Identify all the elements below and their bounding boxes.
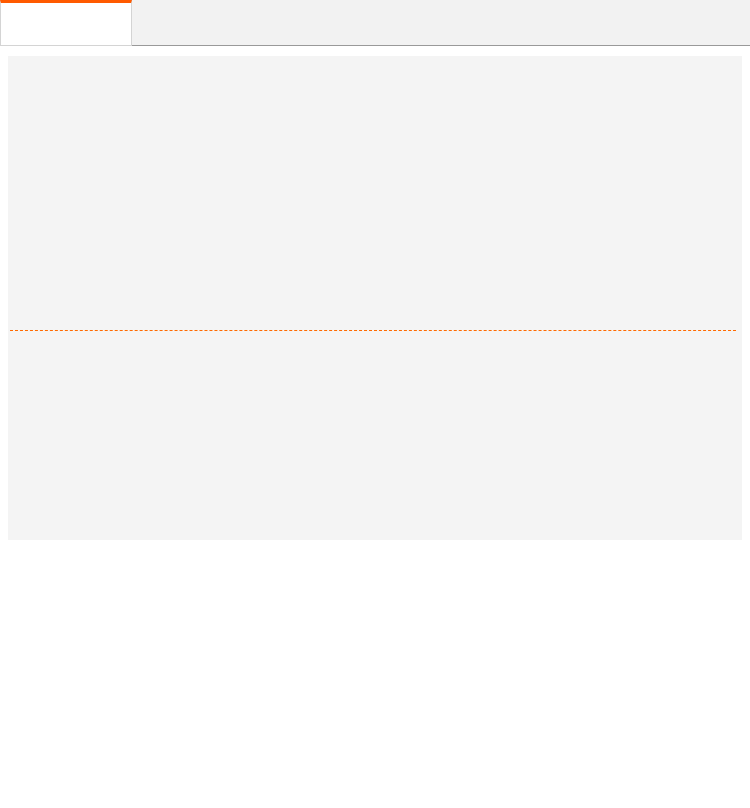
dashed-divider (10, 330, 736, 331)
params-panel (8, 56, 742, 540)
header-tab (0, 0, 132, 46)
header-bar (132, 0, 750, 46)
